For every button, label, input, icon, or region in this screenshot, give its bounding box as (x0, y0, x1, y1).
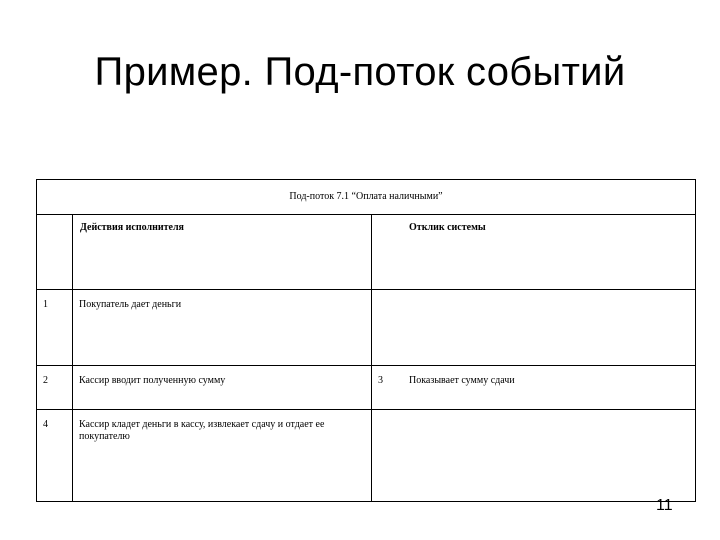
table-caption-row (37, 180, 696, 215)
table-row (37, 290, 696, 366)
header-system-label: Отклик системы (409, 222, 486, 233)
header-system-cell (372, 215, 696, 290)
row-number: 2 (37, 366, 73, 410)
system-response: Показывает сумму сдачи (409, 375, 515, 386)
system-response-cell (372, 366, 696, 410)
system-step-number: 3 (378, 375, 383, 386)
header-actor-cell (73, 215, 372, 290)
actor-action: Кассир кладет деньги в кассу, извлекает сдачу и отдает ее покупателю (73, 410, 372, 502)
system-response-cell (372, 410, 696, 502)
row-number: 1 (37, 290, 73, 366)
subflow-table (36, 179, 696, 502)
row-number: 4 (37, 410, 73, 502)
header-num-cell (37, 215, 73, 290)
table-header-row (37, 215, 696, 290)
table-row (37, 410, 696, 502)
actor-action: Покупатель дает деньги (73, 290, 372, 366)
table-caption-cell (37, 180, 696, 215)
slide-title: Пример. Под-поток событий (94, 50, 626, 94)
table-caption: Под-поток 7.1 “Оплата наличными” (289, 191, 443, 202)
system-response-cell (372, 290, 696, 366)
header-actor-label: Действия исполнителя (80, 222, 184, 233)
page-number: 11 (656, 497, 673, 514)
table-row (37, 366, 696, 410)
actor-action: Кассир вводит полученную сумму (73, 366, 372, 410)
